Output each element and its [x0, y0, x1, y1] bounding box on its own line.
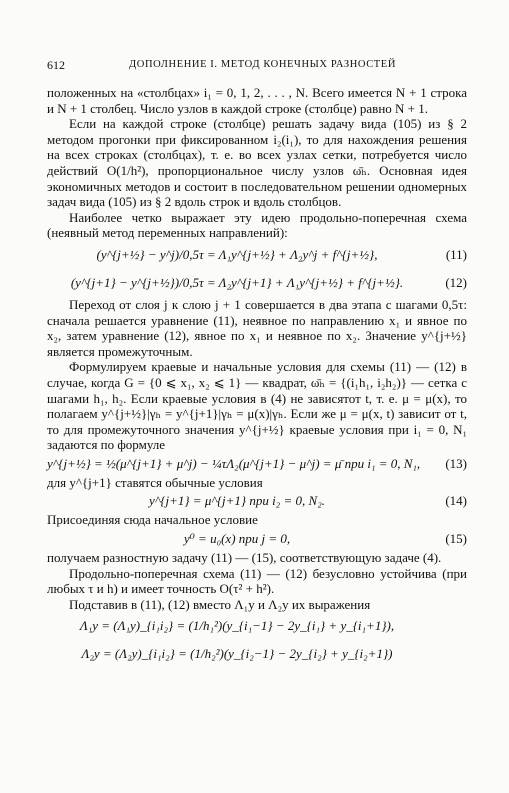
page-number: 612 — [47, 58, 65, 72]
paragraph: получаем разностную задачу (11) — (15), соответствующую задаче (4). — [47, 550, 442, 566]
equation-number: (12) — [445, 274, 467, 290]
page-body — [47, 85, 467, 668]
equation-formula: y^{j+½} = ½(μ^{j+1} + μ^j) − ¼τΛ₂(μ^{j+1} − μ^j) = μ̄ при i₁ = 0, N₁, — [47, 455, 421, 471]
paragraph: Переход от слоя j к слою j + 1 совершается в два этапа с шагами 0,5τ: сначала решается уравнение (11), неявное по направлению x₁ и явное по x₂, затем уравнение (12), явное по x₁ и неявное по x₂. Значение y^{j+½} является промежуточным. — [47, 296, 467, 359]
equation — [47, 640, 467, 668]
equation-number: (11) — [445, 246, 467, 262]
equation-number: (13) — [445, 455, 467, 471]
paragraph: для y^{j+1} ставятся обычные условия — [47, 474, 263, 490]
equation-formula: y⁰ = u₀(x) при j = 0, — [183, 531, 291, 547]
equation-number: (15) — [445, 531, 467, 547]
equation — [47, 612, 467, 640]
equation — [47, 269, 467, 297]
equation — [47, 241, 467, 269]
paragraph: Если на каждой строке (столбце) решать задачу вида (105) из § 2 методом прогонки при фиксированном i₂(i₁), то для нахождения решения на всех строках (столбцах), т. е. во всех узлах сетки, потребуется число действий O(1/h²), пропорциональное числу узлов ω̄ₕ. Основная идея экономичных методов и состоит в последовательном решении одномерных задач вида (105) из § 2 вдоль строк и вдоль столбцов. — [47, 116, 467, 210]
paragraph: Продольно-поперечная схема (11) — (12) безусловно устойчива (при любых τ и h) и имеет точность O(τ² + h²). — [47, 565, 467, 597]
paragraph: Наиболее четко выражает эту идею продольно-поперечная схема (неявный метод переменных направлений): — [47, 209, 467, 241]
equation — [47, 528, 467, 550]
equation — [47, 490, 467, 512]
equation — [47, 453, 467, 475]
equation-formula: Λ₁y = (Λ₁y)_{i₁i₂} = (1/h₁²)(y_{i₁−1} − 2y_{i₁} + y_{i₁+1}), — [79, 618, 395, 634]
paragraph: Формулируем краевые и начальные условия для схемы (11) — (12) в случае, когда G = {0 ⩽ x₁, x₂ ⩽ 1} — квадрат, ω̄ₕ = {(i₁h₁, i₂h₂)} — сетка с шагами h₁, h₂. Если краевые условия в (4) не зависятот t, т. е. μ = μ(x), то полагаем y^{j+½}|γₕ = y^{j+1}|γₕ = μ(x)|γₕ. Если же μ = μ(x, t) зависит от t, то для промежуточного значения y^{j+½} краевые условия при i₁ = 0, N₁ задаются по формуле — [47, 359, 467, 453]
equation-number: (14) — [445, 493, 467, 509]
equation-formula: (y^{j+½} − y^j)/0,5τ = Λ₁y^{j+½} + Λ₂y^j + f^{j+½}, — [96, 246, 378, 262]
equation-formula: (y^{j+1} − y^{j+½})/0,5τ = Λ₂y^{j+1} + Λ₁y^{j+½} + f^{j+½}. — [70, 274, 404, 290]
page-header — [47, 58, 469, 74]
paragraph: Подставив в (11), (12) вместо Λ₁y и Λ₂y их выражения — [69, 596, 371, 612]
running-title: ДОПОЛНЕНИЕ I. МЕТОД КОНЕЧНЫХ РАЗНОСТЕЙ — [129, 59, 397, 70]
paragraph: Присоединяя сюда начальное условие — [47, 512, 258, 528]
paragraph: положенных на «столбцах» i₁ = 0, 1, 2, . . . , N. Всего имеется N + 1 строка и N + 1 столбец. Число узлов в каждой строке (столбце) равно N + 1. — [47, 85, 467, 116]
equation-formula: Λ₂y = (Λ₂y)_{i₁i₂} = (1/h₂²)(y_{i₂−1} − 2y_{i₂} + y_{i₂+1}) — [81, 646, 393, 662]
equation-formula: y^{j+1} = μ^{j+1} при i₂ = 0, N₂. — [149, 493, 325, 509]
